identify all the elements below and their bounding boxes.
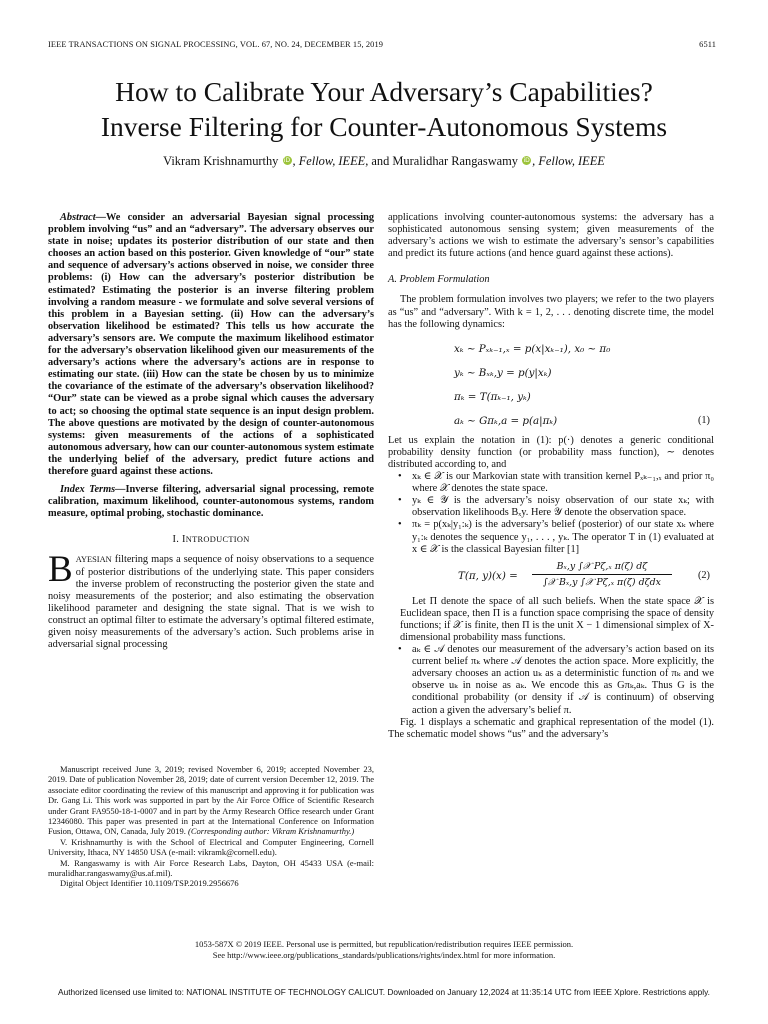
equation-2-fraction bbox=[528, 560, 676, 589]
equation-1-line-3: πₖ = T(πₖ₋₁, yₖ) bbox=[454, 390, 531, 403]
left-column bbox=[48, 212, 374, 651]
fraction-bar bbox=[532, 574, 672, 575]
corresponding-author: (Corresponding author: Vikram Krishnamurthy.) bbox=[185, 826, 355, 837]
equation-1-number: (1) bbox=[697, 414, 710, 426]
bullet-observation: • yₖ ∈ 𝒴 is the adversary’s noisy observation of our state xₖ; with observation likelihoods Bₓy. Here 𝒴 denote the observation space. bbox=[388, 495, 714, 519]
subsection-heading: A. Problem Formulation bbox=[388, 274, 490, 286]
author-1-fellow: , Fellow, IEEE bbox=[292, 154, 366, 168]
equation-2-number: (2) bbox=[697, 569, 710, 581]
index-terms-lead: Index Terms— bbox=[60, 484, 126, 496]
index-terms bbox=[48, 484, 374, 520]
figure-reference-paragraph: Fig. 1 displays a schematic and graphical representation of the model (1). The schematic model shows “us” and the adversary’s bbox=[388, 716, 714, 740]
drop-cap: B bbox=[48, 549, 73, 591]
intro-caps: AYESIAN bbox=[75, 555, 112, 565]
section-heading-introduction: I. INTRODUCTION bbox=[172, 534, 250, 546]
page-number: 6511 bbox=[699, 40, 716, 49]
copyright-notice bbox=[40, 939, 728, 961]
notation-paragraph: Let us explain the notation in (1): p(·) denotes a generic conditional probability density function (or probability mass function), ∼ denotes distributed according to, and bbox=[388, 434, 714, 470]
intro-paragraph bbox=[48, 549, 375, 651]
equation-1-line-1: xₖ ∼ Pₓₖ₋₁,ₓ = p(x|xₖ₋₁), x₀ ∼ π₀ bbox=[454, 342, 611, 355]
equation-1-line-4: aₖ ∼ Gπₖ,a = p(a|πₖ) bbox=[454, 414, 558, 427]
title-line-1: How to Calibrate Your Adversary’s Capabilities? bbox=[115, 76, 653, 107]
abstract-text: We consider an adversarial Bayesian signal processing problem involving “us” and an “adversary”. The adversary observes our state in noise; updates its posterior distribution of our state and then chooses an action based on this posterior. Given knowledge of “our” state and sequence of adversary’s actions observed in noise, we consider three problems: (i) How can the adversary’s posterior distribution be estimated? Estimating the posterior is an inverse filtering problem involving a random measure - we formulate and solve several versions of this problem in a Bayesian setting. (ii) How can the adversary’s observation likelihood be estimated? This tells us how accurate the adversary’s sensors are. We compute the maximum likelihood estimator for the adversary’s observation likelihood given our measurements of the adversary’s actions where the adversary’s actions are in response to estimating our state. (iii) How can the state be chosen by us to minimize the covariance of the estimate of the adversary’s observation likelihood? “Our” state can be viewed as a probe signal which causes the adversary to act; so choosing the optimal state sequence is an input design problem. The above questions are motivated by the design of counter-autonomous systems: given measurements of the actions of a sophisticated autonomous adversary, how can our counter-autonomous system estimate the underlying belief of the adversary, predict future actions and therefore guard against these actions. bbox=[48, 212, 374, 477]
footnote-doi: Digital Object Identifier 10.1109/TSP.2019.2956676 bbox=[60, 878, 239, 889]
equation-1 bbox=[388, 335, 714, 431]
equation-2-denominator: ∫𝒳 Bₓ,y ∫𝒳 Pζ,ₓ π(ζ) dζdx bbox=[543, 576, 661, 588]
author-line bbox=[40, 154, 728, 169]
bullet-belief: • πₖ = p(xₖ|y₁:ₖ) is the adversary’s belief (posterior) of our state xₖ where y₁:ₖ denotes the sequence y₁, . . . , yₖ. The operator T in (1) evaluated at x ∈ 𝒳 is the classical Bayesian filter [1] bbox=[388, 519, 714, 555]
bullet-state: • xₖ ∈ 𝒳 is our Markovian state with transition kernel Pₓₖ₋₁,ₓ and prior π₀ where 𝒳 denotes the state space. bbox=[388, 471, 714, 495]
intro-text: filtering maps a sequence of noisy observations to a sequence of posterior distributions of the underlying state. This paper considers the inverse problem of reconstructing the posterior given the state and noisy measurements of the posterior; and also estimating the observation likelihood parameter and designing the state signal. That is we wish to construct an optimal filter to estimate the adversary’s optimal filtered estimate, given noisy measurements of the adversary’s action. Such problems arise in adversarial signal processing bbox=[48, 554, 375, 651]
problem-paragraph-1: The problem formulation involves two players; we refer to the two players as “us” and “adversary”. With k = 1, 2, . . . denoting discrete time, the model has the following dynamics: bbox=[388, 294, 714, 330]
belief-space-paragraph: Let Π denote the space of all such beliefs. When the state space 𝒳 is Euclidean space, then Π is a function space comprising the space of density functions; if 𝒳 is finite, then Π is the unit X − 1 dimensional simplex of X-dimensional probability mass functions. bbox=[400, 595, 714, 643]
footnote-manuscript: Manuscript received June 3, 2019; revised November 6, 2019; accepted November 23, 2019. Date of publication November 28, 2019; date of current version December 12, 2019. The associate editor coordinating the review of this manuscript and approving it for publication was Dr. Gang Li. This work was supported in part by the Air Force Office of Scientific Research under Grant FA9550-18-1-0007 and in part by the Army Research Office research under Grant 12346080. This paper was presented in part at the International Conference on Information Fusion, Ottawa, ON, Canada, July 2019. (Corresponding author: Vikram Krishnamurthy.) bbox=[48, 764, 374, 837]
equation-2 bbox=[388, 560, 714, 592]
title-line-2: Inverse Filtering for Counter-Autonomous Systems bbox=[100, 111, 668, 142]
right-column bbox=[388, 212, 714, 741]
equation-2-lhs: T(π, y)(x) = bbox=[458, 569, 518, 582]
journal-info: IEEE TRANSACTIONS ON SIGNAL PROCESSING, VOL. 67, NO. 24, DECEMBER 15, 2019 bbox=[48, 40, 384, 49]
running-header bbox=[48, 40, 716, 54]
footnote-author-1: V. Krishnamurthy is with the School of Electrical and Computer Engineering, Cornell University, Ithaca, NY 14850 USA (e-mail: vikramk@cornell.edu). bbox=[48, 836, 374, 858]
footnote-author-2: M. Rangaswamy is with Air Force Research Labs, Dayton, OH 45433 USA (e-mail: muralidhar.rangaswamy@us.af.mil). bbox=[48, 857, 374, 879]
bullet-action: • aₖ ∈ 𝒜 denotes our measurement of the adversary’s action based on its current belief πₖ where 𝒜 denotes the action space. More explicitly, the adversary chooses an action uₖ as a deterministic function of πₖ and we observe uₖ in noise as aₖ. We encode this as Gπₖ,aₖ. Thus G is the conditional probability (or density if 𝒜 is continuum) of observing action a given the adversary’s belief π. bbox=[388, 644, 714, 717]
abstract bbox=[48, 212, 374, 478]
index-terms-text: Inverse filtering, adversarial signal processing, remote calibration, maximum likelihood, counter-autonomous systems, random measure, optimal probing, stochastic dominance. bbox=[48, 484, 374, 520]
copyright-line-2: See http://www.ieee.org/publications_standards/publications/rights/index.html for more information. bbox=[212, 950, 556, 960]
orcid-icon[interactable]: iD bbox=[283, 157, 291, 164]
footnotes bbox=[48, 764, 374, 889]
copyright-line-1: 1053-587X © 2019 IEEE. Personal use is permitted, but republication/redistribution requires IEEE permission. bbox=[194, 939, 574, 949]
license-footer: Authorized licensed use limited to: NATIONAL INSTITUTE OF TECHNOLOGY CALICUT. Downloaded on January 12,2024 at 11:35:14 UTC from IEEE Xplore. Restrictions apply. bbox=[58, 987, 710, 997]
intro-continuation: applications involving counter-autonomous systems: the adversary has a sophisticated autonomous sensing system; given measurements of the adversary’s actions we wish to estimate the adversary’s sensor’s capabilities and predict its future actions (and hence guard against these actions). bbox=[388, 212, 714, 260]
author-1-name: Vikram Krishnamurthy bbox=[163, 154, 279, 168]
equation-1-line-2: yₖ ∼ Bₓₖ,y = p(y|xₖ) bbox=[454, 366, 552, 379]
author-2-name: Muralidhar Rangaswamy bbox=[392, 154, 519, 168]
paper-title bbox=[40, 74, 728, 144]
abstract-lead: Abstract— bbox=[60, 212, 106, 223]
author-2-fellow: , Fellow, IEEE bbox=[532, 154, 605, 168]
orcid-icon[interactable]: iD bbox=[523, 157, 530, 164]
author-separator: , and bbox=[365, 154, 393, 168]
equation-2-numerator: Bₓ,y ∫𝒳 Pζ,ₓ π(ζ) dζ bbox=[556, 560, 648, 572]
